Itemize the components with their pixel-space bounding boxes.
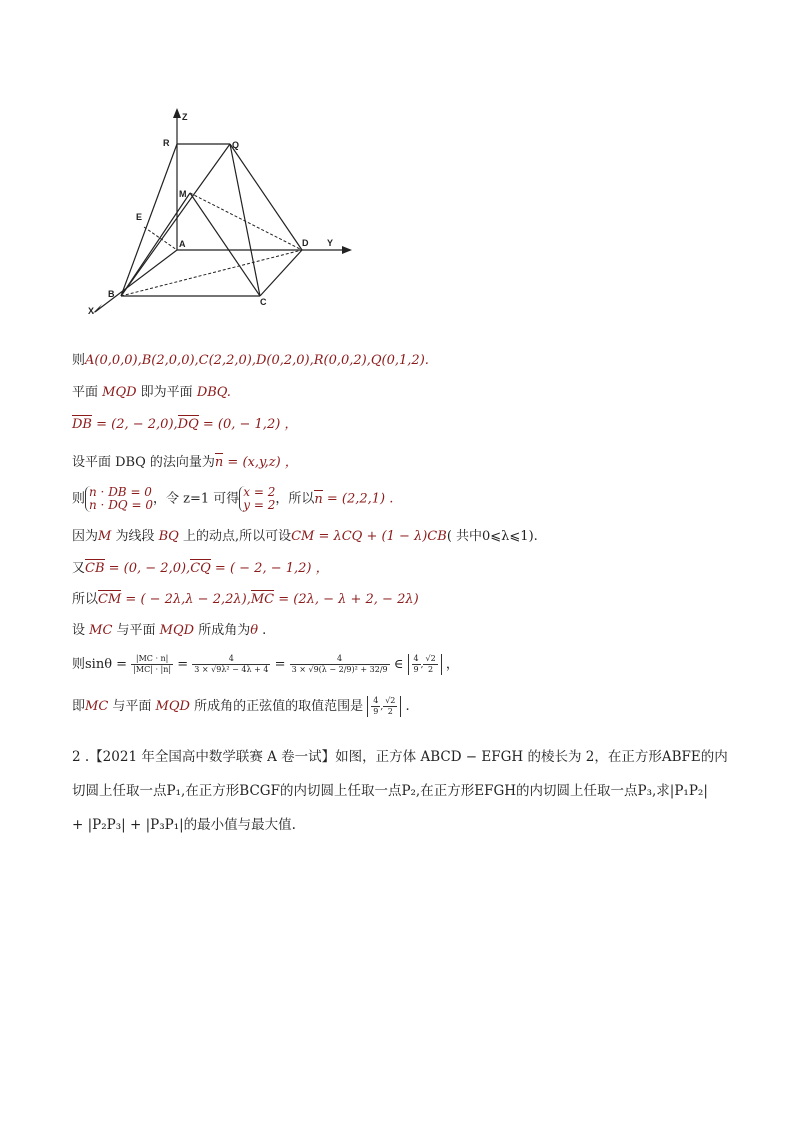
solution-line-4: 设平面 DBQ 的法向量为n = (x,y,z) ， (72, 455, 298, 470)
problem-line-1: 2 .【2021 年全国高中数学联赛 A 卷一试】如图，正方体 ABCD − EFGH 的棱长为 2，在正方形ABFE的内 (72, 749, 728, 765)
label-b: B (108, 289, 115, 299)
solution-line-10: 则sinθ = $\frac{|MC \cdot n|}{|MC| \cdot |n|}$ = $\frac{4}{\text{3 × √9λ² − 4λ + 4}}$ = $\frac{4}{\text{3 × √9(λ − 2/9)² + 32/9}}$ ∈ $\frac{4}{9}$ , $\frac{√2}{2}$ ， (72, 654, 459, 674)
problem-line-3: + |P₂P₃| + |P₃P₁|的最小值与最大值. (72, 817, 296, 833)
problem-line-2: 切圆上任取一点P₁,在正方形BCGF的内切圆上任取一点P₂,在正方形EFGH的内切圆上任取一点P₃,求|P₁P₂| (72, 783, 708, 799)
solution-line-5: 则 n · DB = 0 n · DQ = 0，令 z=1 可得 x = 2 y = 2，所以n = (2,2,1) . (72, 485, 394, 512)
solution-line-2: 平面 MQD 即为平面 DBQ. (72, 385, 231, 400)
solution-line-11: 即MC 与平面 MQD 所成角的正弦值的取值范围是 $\frac{4}{9}$ , $\frac{√2}{2}$ . (72, 696, 410, 716)
label-m: M (179, 189, 187, 199)
solution-line-8: 所以CM = ( − 2λ,λ − 2,2λ),MC = (2λ, − λ + 2, − 2λ) (72, 592, 419, 607)
geometry-figure (80, 100, 380, 340)
label-y: Y (327, 238, 334, 248)
solution-line-7: 又CB = (0, − 2,0),CQ = ( − 2, − 1,2) ， (72, 561, 329, 576)
label-x: X (88, 306, 95, 316)
label-d: D (302, 238, 309, 248)
y-arrow (342, 246, 352, 254)
solution-line-9: 设 MC 与平面 MQD 所成角为θ . (72, 623, 267, 638)
x-axis (95, 250, 177, 312)
label-e: E (136, 212, 143, 222)
solution-line-6: 因为M 为线段 BQ 上的动点,所以可设CM = λCQ + (1 − λ)CB( 共中0⩽λ⩽1). (72, 529, 538, 544)
solution-line-1: 则A(0,0,0),B(2,0,0),C(2,2,0),D(0,2,0),R(0,0,2),Q(0,1,2). (72, 353, 429, 368)
label-q: Q (232, 140, 240, 150)
label-r: R (163, 138, 170, 148)
label-z: Z (182, 112, 188, 122)
z-arrow (173, 108, 181, 118)
label-c: C (260, 297, 267, 307)
label-a: A (179, 239, 186, 249)
solution-line-3: DB = (2, − 2,0),DQ = (0, − 1,2) ， (72, 417, 298, 432)
problem-2 (72, 740, 732, 842)
